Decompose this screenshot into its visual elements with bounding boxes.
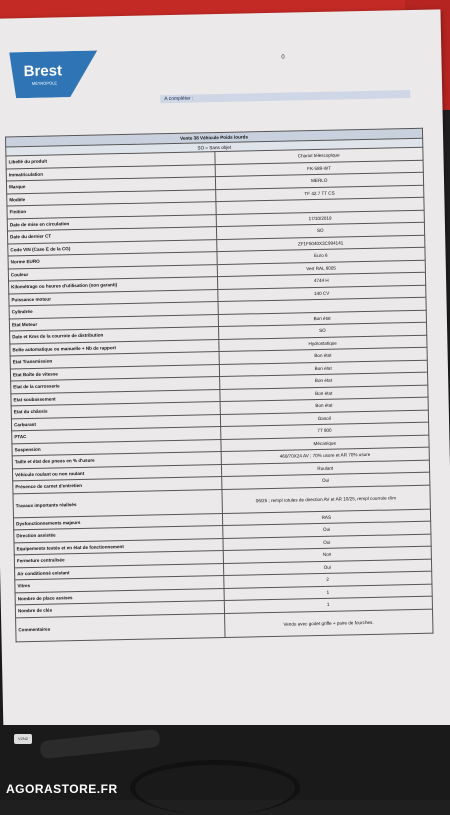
a-completer-banner: A compléter :	[160, 90, 410, 103]
row-label: Etat de la carrosserie	[11, 377, 220, 394]
row-label: Date du dernier CT	[7, 227, 216, 244]
row-value: 4744 H	[217, 272, 426, 289]
row-label: Suspension	[12, 439, 221, 456]
brest-logo	[9, 51, 98, 99]
row-label: Taille et état des pneus en % d'usure	[12, 452, 221, 469]
row-value: FK-589-WT	[215, 160, 424, 177]
row-value: Vendu avec godet griffe + paire de fourches.	[224, 609, 433, 637]
row-value: Roulant	[221, 460, 430, 477]
row-label: Fermeture centralisée	[14, 551, 223, 568]
row-value: Bon état	[220, 397, 429, 414]
row-label: Equipements testés et en état de fonctionnement	[14, 538, 223, 555]
row-value: 2	[223, 571, 432, 588]
row-value: Vert RAL 6005	[217, 260, 426, 277]
row-label: Etat du châssis	[11, 402, 220, 419]
row-label: Finition	[7, 202, 216, 219]
row-label: Présence de carnet d'entretien	[13, 477, 222, 494]
row-value: 17/10/2019	[216, 210, 425, 227]
row-label: Etat Transmission	[10, 352, 219, 369]
row-label: Véhicule roulant ou non roulant	[12, 464, 221, 481]
row-label: Travaux importants réalisés	[13, 489, 222, 517]
row-label: Carburant	[11, 414, 220, 431]
row-value: Oui	[223, 559, 432, 576]
row-value: Gasoil	[220, 410, 429, 427]
row-value: TF 42.7 TT CS	[215, 185, 424, 202]
row-label: Dysfonctionnements majeurs	[13, 513, 222, 530]
row-label: Marque	[6, 177, 215, 194]
row-value: Oui	[221, 472, 430, 489]
row-label: Air conditionné existant	[15, 563, 224, 580]
row-label: Code VIN (Case E de la CG)	[8, 239, 217, 256]
svg-text:Brest: Brest	[23, 62, 63, 81]
row-label: Modèle	[7, 189, 216, 206]
row-label: Puissance moteur	[9, 289, 218, 306]
svg-text:MÉTROPOLE: MÉTROPOLE	[31, 80, 58, 86]
row-value: Chariot télescopique	[214, 147, 423, 164]
row-label: Date et Kms de la courroie de distribution	[10, 327, 219, 344]
row-value: Mécanique	[220, 435, 429, 452]
row-label: PTAC	[12, 427, 221, 444]
row-value: 1	[224, 596, 433, 613]
row-value: 1	[224, 584, 433, 601]
row-label: Libellé du produit	[6, 152, 215, 169]
row-label: Norme EURO	[8, 252, 217, 269]
row-value: Bon état	[219, 372, 428, 389]
vehicle-spec-table	[5, 128, 433, 642]
black-cable	[130, 760, 300, 815]
row-label: Nombre de clés	[15, 601, 224, 618]
row-value: Euro 6	[216, 247, 425, 264]
row-value: SO	[216, 222, 425, 239]
row-value: 140 CV	[217, 285, 426, 302]
row-value: Oui	[222, 521, 431, 538]
row-label: Direction assistée	[14, 526, 223, 543]
row-label: Vitres	[15, 576, 224, 593]
row-label: Couleur	[8, 264, 217, 281]
row-label: Boîte automatique ou manuelle + Nb de rapport	[10, 339, 219, 356]
row-value: RAS	[222, 509, 431, 526]
row-value: Bon état	[219, 385, 428, 402]
row-label: Etat Moteur	[9, 314, 218, 331]
row-value: 06/25 ; rempl rotules de direction AV et AR 10/25, rempl courroie clim	[221, 485, 430, 513]
row-label: Date de mise en circulation	[7, 214, 216, 231]
row-value: Oui	[222, 534, 431, 551]
row-label: Etat soubassement	[11, 389, 220, 406]
row-value: Bon état	[219, 360, 428, 377]
row-value: MERLO	[215, 172, 424, 189]
page-number: 0	[281, 54, 285, 61]
watermark: AGORASTORE.FR	[6, 782, 118, 796]
row-label: Nombre de place assises	[15, 588, 224, 605]
cable-tag: V2N2	[14, 734, 32, 744]
row-label: Etat Boîte de vitesse	[10, 364, 219, 381]
row-value: SO	[218, 322, 427, 339]
row-label: Kilométrage ou heures d'utilisation (non garanti)	[9, 277, 218, 294]
table-title: Vente 38 Véhicule Poids lourds	[6, 128, 423, 147]
row-label: Immatriculation	[6, 164, 215, 181]
row-value: Bon état	[219, 347, 428, 364]
row-value: ZF1F5040X3C994141	[216, 235, 425, 252]
row-value: Bon état	[218, 310, 427, 327]
row-value: 460/70X24 AV ; 70% usure et AR 70% usure	[221, 447, 430, 464]
row-label: Commentaires	[16, 613, 225, 641]
row-label: Cylindrée	[9, 302, 218, 319]
row-value: Hydrostatique	[218, 335, 427, 352]
row-value: Non	[223, 546, 432, 563]
row-value: 7T 800	[220, 422, 429, 439]
document-sheet	[0, 9, 450, 736]
table-subtitle: SO = Sans objet	[6, 138, 423, 156]
